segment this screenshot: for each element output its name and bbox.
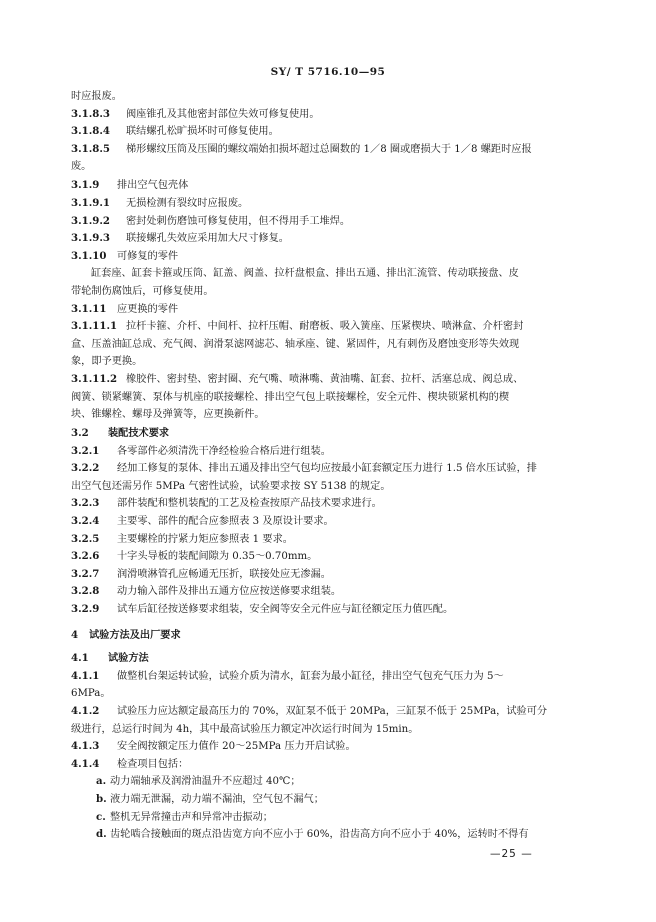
text-line: 缸套座、缸套卡箍或压筒、缸盖、阀盖、拉杆盘根盒、排出五通、排出汇流管、传动联接盘、皮 <box>91 268 519 280</box>
page-number: —25 — <box>490 848 533 860</box>
clause-4-1: 4.1 试验方法 <box>71 652 149 665</box>
clause-3-2-3: 3.2.3 部件装配和整机装配的工艺及检查按原产品技术要求进行。 <box>71 497 382 510</box>
clause-3-1-9: 3.1.9 排出空气包壳体 <box>71 178 189 191</box>
clause-3-1-10: 3.1.10 可修复的零件 <box>71 249 179 262</box>
text-line: 盒、压盖油缸总成、充气阀、润滑泵滤网滤芯、轴承座、键、紧固件，凡有刺伤及磨蚀变形等失效现 <box>71 338 520 350</box>
clause-3-1-9-2: 3.1.9.2 密封处刺伤磨蚀可修复使用，但不得用手工堆焊。 <box>71 214 351 227</box>
clause-3-1-8-5: 3.1.8.5 梯形螺纹压筒及压圈的螺纹端始扣损坏超过总圈数的 1／8 圈或磨损大于 1／8 螺距时应报 <box>71 142 532 155</box>
text-line: 6MPa。 <box>71 688 111 700</box>
text-line: 废。 <box>71 161 92 173</box>
clause-3-1-9-3: 3.1.9.3 联接螺孔失效应采用加大尺寸修复。 <box>71 232 289 245</box>
clause-3-2-7: 3.2.7 润滑喷淋管孔应畅通无压折，联接处应无渗漏。 <box>71 567 331 580</box>
document-body <box>71 88 589 844</box>
clause-3-1-9-1: 3.1.9.1 无损检测有裂纹时应报废。 <box>71 196 249 209</box>
clause-3-2-9: 3.2.9 试车后缸径按送修要求组装，安全阀等安全元件应与缸径额定压力值匹配。 <box>71 603 454 616</box>
clause-3-2-4: 3.2.4 主要零、部件的配合应参照表 3 及原设计要求。 <box>71 515 334 528</box>
text-line: 时应报废。 <box>71 91 122 102</box>
clause-3-2: 3.2 装配技术要求 <box>71 426 170 439</box>
clause-3-1-11-2: 3.1.11.2 橡胶件、密封垫、密封圈、充气嘴、喷淋嘴、黄油嘴、缸套、拉杆、活塞总成、阀总成、 <box>71 372 524 385</box>
clause-3-2-2: 3.2.2 经加工修复的泵体、排出五通及排出空气包均应按最小缸套额定压力进行 1.5 倍水压试验，排 <box>71 462 537 475</box>
list-item-a: a. 动力端轴承及润滑油温升不应超过 40℃； <box>96 775 301 788</box>
list-item-c: c. 整机无异常撞击声和异常冲击振动； <box>96 810 273 823</box>
clause-3-1-8-3: 3.1.8.3 阀座锥孔及其他密封部位失效可修复使用。 <box>71 107 320 120</box>
clause-4-1-2: 4.1.2 试验压力应达额定最高压力的 70%，双缸泵不低于 20MPa，三缸泵不低于 25MPa，试验可分 <box>71 705 548 717</box>
list-item-b: b. 液力端无泄漏，动力端不漏油，空气包不漏气； <box>96 792 324 805</box>
clause-3-1-11: 3.1.11 应更换的零件 <box>71 302 179 315</box>
clause-3-1-11-1: 3.1.11.1 拉杆卡箍、介杆、中间杆、拉杆压帽、耐磨板、吸入簧座、压紧楔块、喷淋盒、介杆密封 <box>71 320 524 333</box>
text-line: 块、锥螺栓、螺母及弹簧等，应更换新件。 <box>71 409 265 421</box>
text-line: 阀簧、锁紧螺簧、泵体与机座的联接螺栓、排出空气包上联接螺栓，安全元件、楔块锁紧机构的楔 <box>71 391 510 403</box>
clause-3-2-5: 3.2.5 主要螺栓的拧紧力矩应参照表 1 要求。 <box>71 532 293 545</box>
section-4-heading: 4 试验方法及出厂要求 <box>71 628 181 641</box>
text-line: 象，即予更换。 <box>71 356 143 368</box>
text-line: 出空气包还需另作 5MPa 气密性试验，试验要求按 SY 5138 的规定。 <box>71 480 391 492</box>
clause-3-2-6: 3.2.6 十字头导板的装配间隙为 0.35～0.70mm。 <box>71 550 318 563</box>
clause-4-1-1: 4.1.1 做整机台架运转试验，试验介质为清水，缸套为最小缸径，排出空气包充气压力为 5～ <box>71 669 504 682</box>
clause-3-1-8-4: 3.1.8.4 联结螺孔松旷损坏时可修复使用。 <box>71 125 279 138</box>
clause-3-2-8: 3.2.8 动力输入部件及排出五通方位应按送修要求组装。 <box>71 585 342 598</box>
list-item-d: d. 齿轮啮合接触面的斑点沿齿宽方向不应小于 60%，沿齿高方向不应小于 40%，运转时不得有 <box>96 828 529 841</box>
page-header: SY/ T 5716.10—95 <box>270 66 386 78</box>
clause-4-1-4: 4.1.4 检查项目包括： <box>71 757 189 770</box>
clause-4-1-3: 4.1.3 安全阀按额定压力值作 20～25MPa 压力开启试验。 <box>71 740 356 753</box>
clause-3-2-1: 3.2.1 各零部件必须清洗干净经检验合格后进行组装。 <box>71 444 331 457</box>
text-line: 带轮制伤腐蚀后，可修复使用。 <box>71 285 214 297</box>
text-line: 级进行，总运行时间为 4h，其中最高试验压力额定冲次运行时间为 15min。 <box>71 723 419 735</box>
